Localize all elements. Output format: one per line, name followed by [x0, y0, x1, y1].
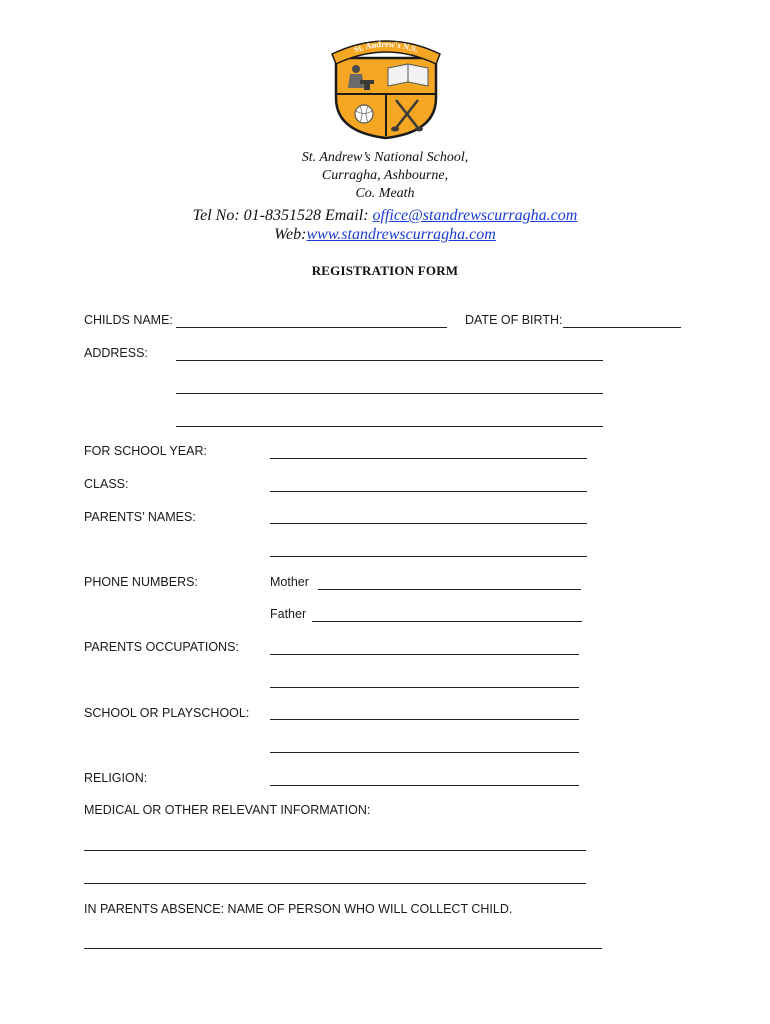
mother-label: Mother: [270, 575, 309, 589]
crest-ribbon-text: St. Andrew's N.S.: [352, 38, 420, 55]
address-field-2[interactable]: [176, 393, 603, 394]
school-playschool-field-1[interactable]: [270, 719, 579, 720]
address-field-1[interactable]: [176, 360, 603, 361]
parents-occupations-field-2[interactable]: [270, 687, 579, 688]
tel-email-label: Tel No: 01-8351528 Email:: [192, 207, 373, 224]
father-label: Father: [270, 607, 307, 621]
date-of-birth-label: DATE OF BIRTH:: [465, 313, 563, 327]
school-name: St. Andrew’s National School,: [301, 150, 469, 165]
school-crest-logo: [330, 36, 442, 140]
childs-name-field[interactable]: [176, 327, 447, 328]
phone-numbers-label: PHONE NUMBERS:: [84, 575, 198, 589]
contact-line: [0, 207, 770, 225]
school-year-field[interactable]: [270, 458, 587, 459]
class-field[interactable]: [270, 491, 587, 492]
medical-info-field-1[interactable]: [84, 850, 586, 851]
medical-info-label: MEDICAL OR OTHER RELEVANT INFORMATION:: [84, 803, 371, 817]
address-label: ADDRESS:: [84, 346, 148, 360]
form-title: REGISTRATION FORM: [311, 263, 459, 278]
address-field-3[interactable]: [176, 426, 603, 427]
web-link[interactable]: www.standrewscurragha.com: [306, 226, 496, 243]
class-label: CLASS:: [84, 477, 129, 491]
web-label: Web:: [274, 226, 307, 243]
parents-occupations-label: PARENTS OCCUPATIONS:: [84, 640, 239, 654]
school-playschool-field-2[interactable]: [270, 752, 579, 753]
collector-label: IN PARENTS ABSENCE: NAME OF PERSON WHO WILL COLLECT CHILD.: [84, 902, 513, 916]
parents-names-field-1[interactable]: [270, 523, 587, 524]
mother-phone-field[interactable]: [318, 589, 581, 590]
parents-names-label: PARENTS’ NAMES:: [84, 510, 196, 524]
medical-info-field-2[interactable]: [84, 883, 586, 884]
father-phone-field[interactable]: [312, 621, 582, 622]
parents-names-field-2[interactable]: [270, 556, 587, 557]
web-line: [0, 226, 770, 244]
school-playschool-label: SCHOOL OR PLAYSCHOOL:: [84, 706, 250, 720]
religion-label: RELIGION:: [84, 771, 148, 785]
childs-name-label: CHILDS NAME:: [84, 313, 173, 327]
email-link[interactable]: office@standrewscurragha.com: [372, 207, 578, 224]
parents-occupations-field-1[interactable]: [270, 654, 579, 655]
county-line: Co. Meath: [355, 186, 415, 201]
collector-field[interactable]: [84, 948, 602, 949]
religion-field[interactable]: [270, 785, 579, 786]
school-year-label: FOR SCHOOL YEAR:: [84, 444, 207, 458]
address-line: Curragha, Ashbourne,: [321, 168, 449, 183]
date-of-birth-field[interactable]: [563, 327, 681, 328]
